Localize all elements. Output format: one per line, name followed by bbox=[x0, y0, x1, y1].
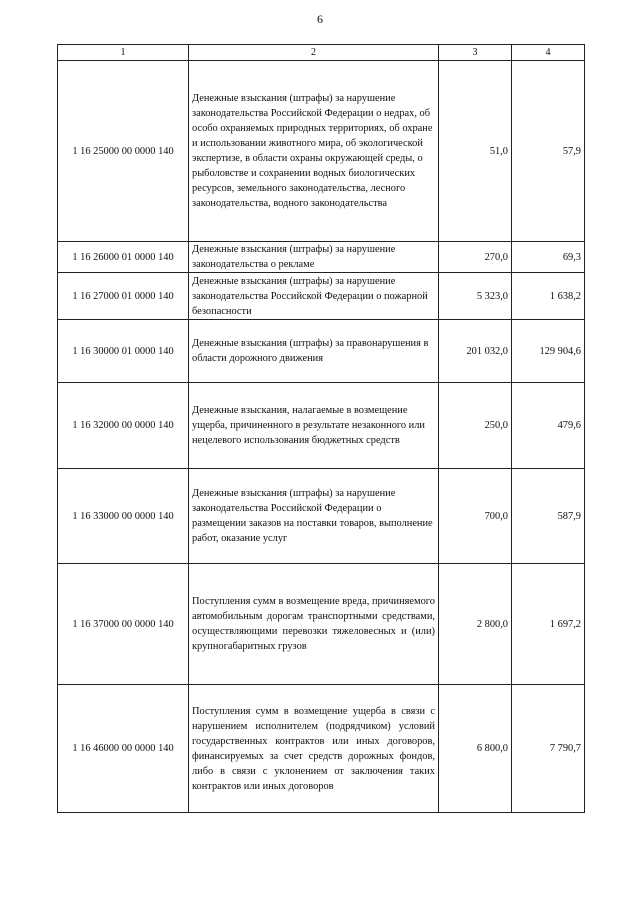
table-row bbox=[58, 469, 585, 564]
revenue-description: Денежные взыскания, налагаемые в возмещение ущерба, причиненного в результате незаконного или нецелевого использования бюджетных средств bbox=[189, 383, 439, 469]
revenue-description: Денежные взыскания (штрафы) за нарушение законодательства Российской Федерации о пожарной безопасности bbox=[189, 273, 439, 320]
table-row bbox=[58, 242, 585, 273]
actual-amount: 7 790,7 bbox=[512, 685, 585, 813]
planned-amount: 5 323,0 bbox=[439, 273, 512, 320]
actual-amount: 57,9 bbox=[512, 61, 585, 242]
column-header-1: 1 bbox=[58, 45, 189, 61]
budget-table bbox=[57, 44, 585, 813]
planned-amount: 700,0 bbox=[439, 469, 512, 564]
planned-amount: 51,0 bbox=[439, 61, 512, 242]
classification-code: 1 16 32000 00 0000 140 bbox=[58, 383, 189, 469]
classification-code: 1 16 37000 00 0000 140 bbox=[58, 564, 189, 685]
table-row bbox=[58, 320, 585, 383]
page-number: 6 bbox=[317, 12, 323, 26]
planned-amount: 270,0 bbox=[439, 242, 512, 273]
classification-code: 1 16 46000 00 0000 140 bbox=[58, 685, 189, 813]
table-row bbox=[58, 61, 585, 242]
table-row bbox=[58, 685, 585, 813]
revenue-description: Поступления сумм в возмещение вреда, причиняемого автомобильным дорогам транспортными средствами, осуществляющими перевозки тяжеловесных и (или) крупногабаритных грузов bbox=[189, 564, 439, 685]
column-header-2: 2 bbox=[189, 45, 439, 61]
classification-code: 1 16 33000 00 0000 140 bbox=[58, 469, 189, 564]
planned-amount: 201 032,0 bbox=[439, 320, 512, 383]
actual-amount: 129 904,6 bbox=[512, 320, 585, 383]
column-header-3: 3 bbox=[439, 45, 512, 61]
revenue-description: Поступления сумм в возмещение ущерба в связи с нарушением исполнителем (подрядчиком) условий государственных контрактов или иных договоров, финансируемых за счет средств дорожных фондов, либо в связи с уклонением от заключения таких контрактов или иных договоров bbox=[189, 685, 439, 813]
table-header-row bbox=[58, 45, 585, 61]
planned-amount: 6 800,0 bbox=[439, 685, 512, 813]
revenue-description: Денежные взыскания (штрафы) за нарушение законодательства Российской Федерации о недрах, об особо охраняемых природных территориях, об охране и использовании животного мира, об экологической экспертизе, в области охраны окружающей среды, о рыболовстве и сохранении водных биологических ресурсов, земельного законодательства, лесного законодательства, водного законодательства bbox=[189, 61, 439, 242]
actual-amount: 587,9 bbox=[512, 469, 585, 564]
planned-amount: 250,0 bbox=[439, 383, 512, 469]
classification-code: 1 16 25000 00 0000 140 bbox=[58, 61, 189, 242]
table-row bbox=[58, 564, 585, 685]
actual-amount: 479,6 bbox=[512, 383, 585, 469]
actual-amount: 1 697,2 bbox=[512, 564, 585, 685]
table-row bbox=[58, 273, 585, 320]
actual-amount: 1 638,2 bbox=[512, 273, 585, 320]
revenue-description: Денежные взыскания (штрафы) за нарушение законодательства о рекламе bbox=[189, 242, 439, 273]
classification-code: 1 16 30000 01 0000 140 bbox=[58, 320, 189, 383]
classification-code: 1 16 26000 01 0000 140 bbox=[58, 242, 189, 273]
classification-code: 1 16 27000 01 0000 140 bbox=[58, 273, 189, 320]
column-header-4: 4 bbox=[512, 45, 585, 61]
planned-amount: 2 800,0 bbox=[439, 564, 512, 685]
actual-amount: 69,3 bbox=[512, 242, 585, 273]
revenue-description: Денежные взыскания (штрафы) за правонарушения в области дорожного движения bbox=[189, 320, 439, 383]
table-row bbox=[58, 383, 585, 469]
revenue-description: Денежные взыскания (штрафы) за нарушение законодательства Российской Федерации о размещении заказов на поставки товаров, выполнение работ, оказание услуг bbox=[189, 469, 439, 564]
